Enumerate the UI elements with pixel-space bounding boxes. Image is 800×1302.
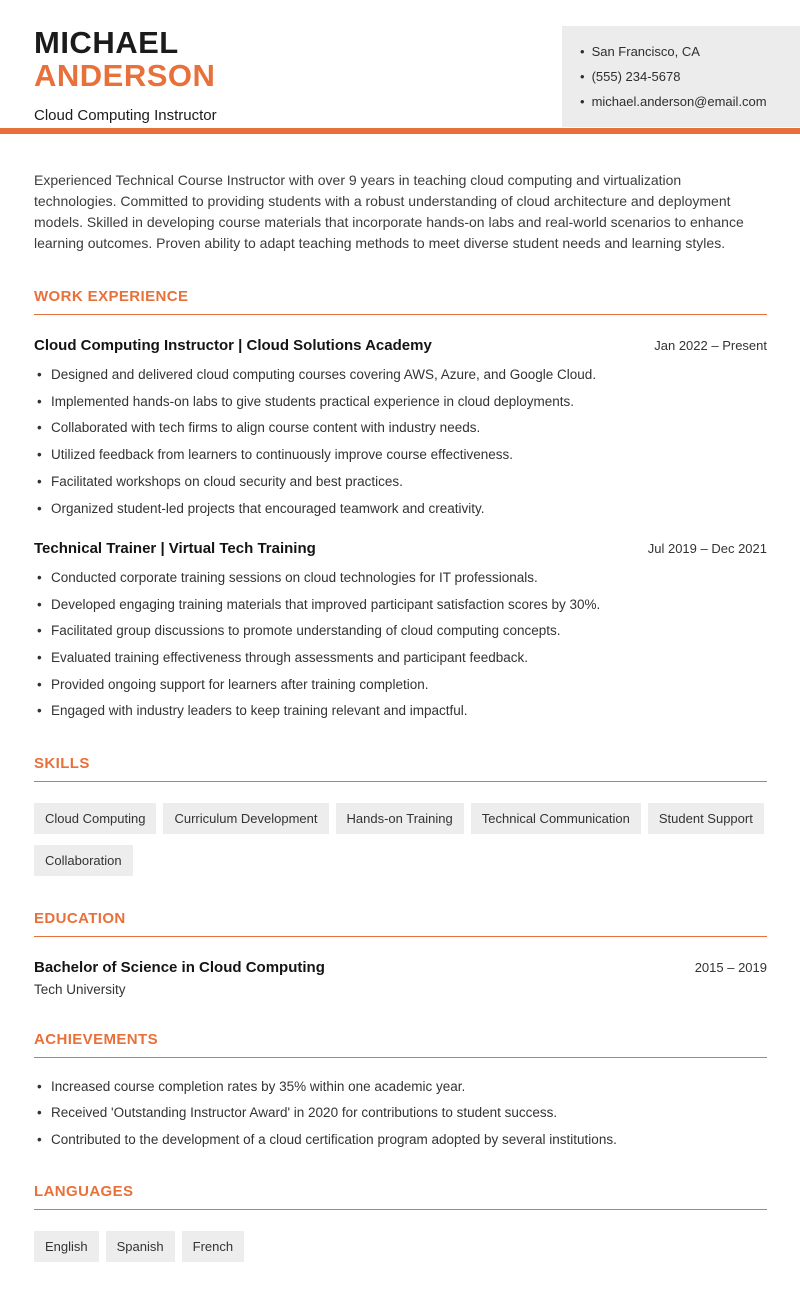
education-dates: 2015 – 2019 [694, 959, 767, 975]
job-header [34, 337, 767, 354]
bullet-dot-icon: • [580, 69, 585, 84]
skill-chip: Cloud Computing [34, 803, 156, 834]
bullet-item: • Implemented hands-on labs to give students practical experience in cloud deployments. [34, 393, 767, 411]
bullet-dot-icon: • [580, 94, 585, 109]
resume-header [0, 0, 800, 128]
job-bullet-list [34, 569, 767, 721]
skill-chip: Student Support [648, 803, 764, 834]
bullet-item: • Engaged with industry leaders to keep training relevant and impactful. [34, 702, 767, 720]
first-name: MICHAEL [34, 25, 179, 60]
job-title: Cloud Computing Instructor | Cloud Solutions Academy [34, 337, 432, 354]
skill-chip: Hands-on Training [336, 803, 464, 834]
degree-title: Bachelor of Science in Cloud Computing [34, 958, 325, 976]
language-chip: Spanish [106, 1231, 175, 1262]
contact-text: San Francisco, CA [591, 44, 700, 59]
section-title-work: WORK EXPERIENCE [34, 288, 189, 305]
bullet-item: • Conducted corporate training sessions on cloud technologies for IT professionals. [34, 569, 767, 587]
header-job-title: Cloud Computing Instructor [34, 106, 217, 124]
section-title-achievements: ACHIEVEMENTS [34, 1030, 158, 1048]
job-header [34, 540, 767, 557]
school-name: Tech University [34, 981, 126, 997]
section-rule [34, 1209, 767, 1210]
section-title-education: EDUCATION [34, 909, 126, 927]
skill-chip: Technical Communication [471, 803, 641, 834]
section-rule [34, 781, 767, 782]
summary-paragraph: Experienced Technical Course Instructor with over 9 years in teaching cloud computing and virtualization technologies. Committed to providing students with a robust understanding of cloud architecture and deployment models. Skilled in developing course materials that incorporate hands-on labs and real-world scenarios to enhance learning outcomes. Proven ability to adapt teaching methods to meet diverse student needs and learning styles. [34, 172, 744, 251]
bullet-item: • Facilitated group discussions to promote understanding of cloud computing concepts. [34, 622, 767, 640]
contact-text: (555) 234-5678 [591, 69, 681, 84]
achievements-bullet-list [34, 1078, 767, 1150]
language-chip: French [182, 1231, 244, 1262]
section-education [34, 910, 767, 997]
languages-chip-list [34, 1231, 767, 1262]
contact-box [562, 26, 800, 127]
skill-chip: Collaboration [34, 845, 133, 876]
bullet-item: • Designed and delivered cloud computing courses covering AWS, Azure, and Google Cloud. [34, 366, 767, 384]
section-rule [34, 314, 767, 315]
bullet-item: • Utilized feedback from learners to continuously improve course effectiveness. [34, 446, 767, 464]
bullet-item: • Developed engaging training materials that improved participant satisfaction scores by 30%. [34, 596, 767, 614]
job-bullet-list [34, 366, 767, 518]
bullet-item: • Provided ongoing support for learners after training completion. [34, 676, 767, 694]
section-languages [34, 1183, 767, 1262]
section-achievements [34, 1031, 767, 1150]
job-dates: Jul 2019 – Dec 2021 [647, 540, 767, 556]
language-chip: English [34, 1231, 99, 1262]
education-entry [34, 959, 767, 997]
section-work-experience [34, 288, 767, 721]
contact-item [580, 39, 784, 64]
job-entry [34, 540, 767, 721]
bullet-item: • Collaborated with tech firms to align course content with industry needs. [34, 419, 767, 437]
section-rule [34, 1057, 767, 1058]
bullet-item: • Organized student-led projects that encouraged teamwork and creativity. [34, 500, 767, 518]
job-dates: Jan 2022 – Present [654, 338, 767, 353]
bullet-dot-icon: • [580, 44, 585, 59]
section-rule [34, 936, 767, 937]
bullet-item: • Evaluated training effectiveness through assessments and participant feedback. [34, 649, 767, 667]
section-title-skills: SKILLS [34, 754, 90, 772]
job-entry [34, 337, 767, 518]
last-name: ANDERSON [34, 58, 216, 94]
accent-divider [0, 128, 800, 134]
contact-item [580, 64, 784, 89]
education-header [34, 959, 767, 976]
section-skills [34, 755, 767, 876]
contact-item [580, 89, 784, 114]
section-title-languages: LANGUAGES [34, 1183, 134, 1201]
skill-chip: Curriculum Development [163, 803, 328, 834]
bullet-item: • Received 'Outstanding Instructor Award' in 2020 for contributions to student success. [34, 1104, 767, 1122]
skills-chip-list [34, 803, 767, 876]
job-title: Technical Trainer | Virtual Tech Training [34, 539, 316, 557]
bullet-item: • Increased course completion rates by 35% within one academic year. [34, 1078, 767, 1096]
resume-body [0, 170, 800, 1302]
contact-text: michael.anderson@email.com [591, 94, 767, 109]
bullet-item: • Facilitated workshops on cloud security and best practices. [34, 473, 767, 491]
bullet-item: • Contributed to the development of a cloud certification program adopted by several institutions. [34, 1131, 767, 1149]
